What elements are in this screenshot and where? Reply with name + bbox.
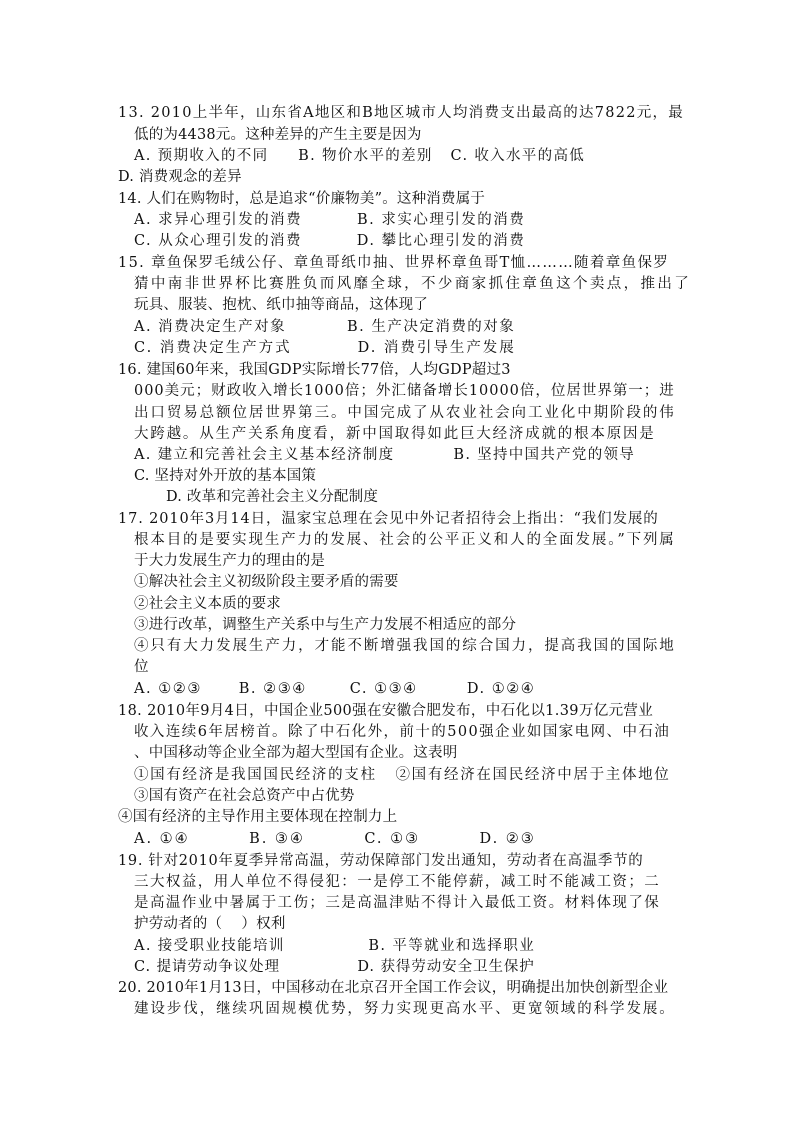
question-line: 19. 针对2010年夏季异常高温，劳动保障部门发出通知，劳动者在高温季节的 — [118, 853, 644, 869]
question-line: 20. 2010年1月13日，中国移动在北京召开全国工作会议，明确提出加快创新型企业 — [118, 980, 669, 996]
question-line: 于大力发展生产力的理由的是 — [134, 553, 326, 569]
question-line: 根本目的是要实现生产力的发展、社会的公平正义和人的全面发展。”下列属 — [134, 532, 676, 548]
question-line: ③国有资产在社会总资产中占优势 — [134, 788, 355, 804]
question-line: A. 消费决定生产对象 B. 生产决定消费的对象 — [134, 319, 516, 335]
question-line: 14. 人们在购物时，总是追求“价廉物美”。这种消费属于 — [118, 191, 486, 207]
question-line: ①国有经济是我国国民经济的支柱 ②国有经济在国民经济中居于主体地位 — [134, 767, 671, 783]
question-line: 16. 建国60年来，我国GDP实际增长77倍，人均GDP超过3 — [118, 362, 511, 378]
question-line: 收入连续6年居榜首。除了中石化外，前十的500强企业如国家电网、中石油 — [134, 724, 671, 740]
question-line: 18. 2010年9月4日，中国企业500强在安徽合肥发布，中石化以1.39万亿元营业 — [118, 703, 654, 719]
question-line: 建设步伐，继续巩固规模优势，努力实现更高水平、更宽领域的科学发展。 — [134, 1001, 676, 1017]
question-line: 护劳动者的（ ）权利 — [134, 916, 286, 932]
question-line: C. 消费决定生产方式 D. 消费引导生产发展 — [134, 340, 516, 356]
question-line: 大跨越。从生产关系角度看，新中国取得如此巨大经济成就的根本原因是 — [134, 426, 656, 442]
question-line: A. 求异心理引发的消费 B. 求实心理引发的消费 — [134, 212, 526, 228]
question-line: A. ①④ B. ③④ C. ①③ D. ②③ — [134, 831, 536, 847]
question-line: A. 建立和完善社会主义基本经济制度 B. 坚持中国共产党的领导 — [134, 447, 636, 463]
question-line: A. ①②③ B. ②③④ C. ①③④ D. ①②④ — [134, 681, 536, 697]
question-line: A. 接受职业技能培训 B. 平等就业和选择职业 — [134, 938, 536, 954]
question-line: 000美元；财政收入增长1000倍；外汇储备增长10000倍，位居世界第一；进 — [134, 383, 675, 399]
question-line: 出口贸易总额位居世界第三。中国完成了从农业社会向工业化中期阶段的伟 — [134, 405, 676, 421]
question-line: 位 — [134, 659, 149, 675]
question-line: 15. 章鱼保罗毛绒公仔、章鱼哥纸巾抽、世界杯章鱼哥T恤………随着章鱼保罗 — [118, 255, 670, 271]
question-line: D. 消费观念的差异 — [118, 169, 242, 185]
question-line: 玩具、服装、抱枕、纸巾抽等商品，这体现了 — [134, 297, 428, 313]
question-line: 是高温作业中暑属于工伤；三是高温津贴不得计入最低工资。材料体现了保 — [134, 895, 661, 911]
question-line: 三大权益，用人单位不得侵犯：一是停工不能停薪，减工时不能减工资；二 — [134, 874, 661, 890]
question-line: ③进行改革，调整生产关系中与生产力发展不相适应的部分 — [134, 617, 517, 633]
question-line: C. 提请劳动争议处理 D. 获得劳动安全卫生保护 — [134, 959, 535, 975]
question-line: ①解决社会主义初级阶段主要矛盾的需要 — [134, 574, 399, 590]
question-line: 、中国移动等企业全部为超大型国有企业。这表明 — [134, 745, 458, 761]
question-line: C. 从众心理引发的消费 D. 攀比心理引发的消费 — [134, 233, 526, 249]
question-line: 低的为4438元。这种差异的产生主要是因为 — [134, 127, 422, 143]
question-line: 13. 2010上半年，山东省A地区和B地区城市人均消费支出最高的达7822元，最 — [118, 105, 685, 121]
question-line: 17. 2010年3月14日，温家宝总理在会见中外记者招待会上指出：“我们发展的 — [118, 511, 659, 527]
question-line: ④国有经济的主导作用主要体现在控制力上 — [118, 809, 398, 825]
question-line: A. 预期收入的不同 B. 物价水平的差别 C. 收入水平的高低 — [134, 148, 586, 164]
question-line: C. 坚持对外开放的基本国策 — [134, 468, 317, 484]
question-line: D. 改革和完善社会主义分配制度 — [166, 489, 379, 505]
question-line: ④只有大力发展生产力，才能不断增强我国的综合国力，提高我国的国际地 — [134, 638, 676, 654]
question-line: 猜中南非世界杯比赛胜负而风靡全球，不少商家抓住章鱼这个卖点，推出了 — [134, 276, 692, 292]
question-line: ②社会主义本质的要求 — [134, 596, 281, 612]
